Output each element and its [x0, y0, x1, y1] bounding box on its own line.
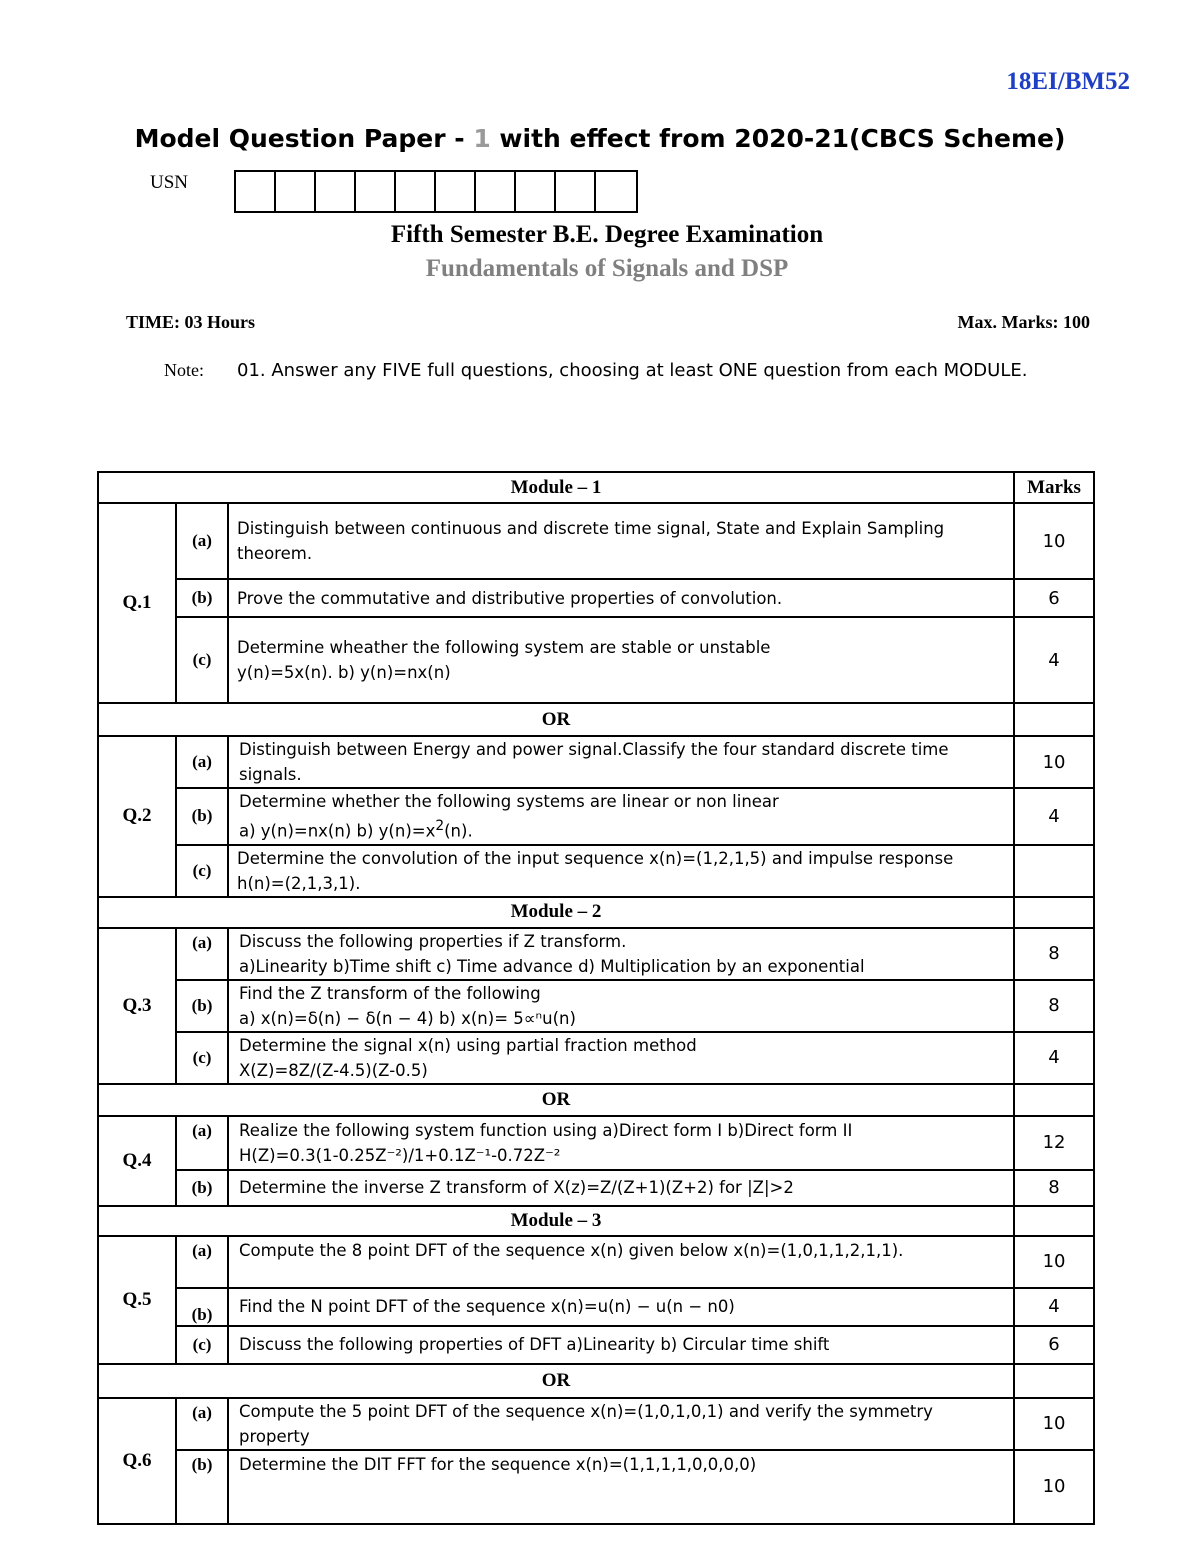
question-text-line: Determine the convolution of the input sequence x(n)=(1,2,1,5) and impulse response — [237, 848, 954, 868]
or-row — [98, 1364, 1094, 1398]
question-text — [228, 928, 1014, 980]
question-text-part: (n). — [444, 821, 473, 841]
marks-value: 4 — [1014, 788, 1094, 845]
marks-value: 10 — [1014, 1236, 1094, 1288]
module-2-heading: Module – 2 — [98, 897, 1014, 928]
question-text — [228, 845, 1014, 897]
table-row — [98, 1236, 1094, 1288]
question-text-line: Distinguish between continuous and discrete time signal, State and Explain Sampling — [237, 519, 945, 538]
subpart-label: (b) — [176, 1288, 228, 1326]
marks-value: 4 — [1014, 1288, 1094, 1326]
question-text — [228, 1398, 1014, 1450]
table-row — [98, 845, 1094, 897]
question-text-line: signals. — [239, 765, 302, 784]
marks-value: 10 — [1014, 1398, 1094, 1450]
max-marks: Max. Marks: 100 — [957, 312, 1090, 332]
subpart-label: (c) — [176, 845, 228, 897]
empty-cell — [1014, 897, 1094, 928]
title-part2: with effect from 2020-21(CBCS Scheme) — [490, 124, 1066, 153]
question-number: Q.2 — [98, 736, 176, 897]
question-text-line: Distinguish between Energy and power signal.Classify the four standard discrete time — [239, 740, 949, 759]
module-header-row — [98, 897, 1094, 928]
usn-box — [476, 172, 516, 211]
usn-box — [356, 172, 396, 211]
subpart-label: (b) — [176, 788, 228, 845]
question-text: Compute the 8 point DFT of the sequence x(n) given below x(n)=(1,0,1,1,2,1,1). — [228, 1236, 1014, 1288]
subject-name: Fundamentals of Signals and DSP — [425, 255, 789, 282]
question-number: Q.3 — [98, 928, 176, 1084]
marks-value: 4 — [1014, 617, 1094, 703]
note-label: Note: — [164, 360, 204, 380]
table-row — [98, 1170, 1094, 1206]
title-number: 1 — [473, 124, 491, 153]
subject-code: 18EI/BM52 — [1006, 68, 1130, 95]
table-row — [98, 788, 1094, 845]
usn-boxes — [234, 170, 638, 213]
question-text — [228, 617, 1014, 703]
question-number: Q.6 — [98, 1398, 176, 1524]
question-number: Q.4 — [98, 1116, 176, 1206]
question-text-line: property — [239, 1426, 310, 1446]
marks-value: 4 — [1014, 1032, 1094, 1084]
subpart-label: (b) — [176, 980, 228, 1032]
subpart-label: (a) — [176, 503, 228, 579]
table-row — [98, 1288, 1094, 1326]
question-text: Find the N point DFT of the sequence x(n)=u(n) − u(n − n0) — [228, 1288, 1014, 1326]
question-text — [228, 1032, 1014, 1084]
module-header-row — [98, 472, 1094, 503]
table-row — [98, 1032, 1094, 1084]
question-text-line: a)Linearity b)Time shift c) Time advance d) Multiplication by an exponential — [239, 956, 865, 976]
usn-box — [516, 172, 556, 211]
question-text-line: h(n)=(2,1,3,1). — [237, 873, 361, 893]
table-row — [98, 503, 1094, 579]
usn-box — [556, 172, 596, 211]
marks-value: 8 — [1014, 1170, 1094, 1206]
marks-value: 8 — [1014, 980, 1094, 1032]
empty-cell — [1014, 703, 1094, 736]
marks-value: 6 — [1014, 579, 1094, 617]
empty-cell — [1014, 1364, 1094, 1398]
module-header-row — [98, 1206, 1094, 1236]
question-text-line: theorem. — [237, 544, 313, 563]
question-text-line: Compute the 5 point DFT of the sequence x(n)=(1,0,1,0,1) and verify the symmetry — [239, 1401, 933, 1421]
marks-value: 6 — [1014, 1326, 1094, 1364]
subpart-label: (b) — [176, 1170, 228, 1206]
table-row — [98, 980, 1094, 1032]
question-text-line: y(n)=5x(n). b) y(n)=nx(n) — [237, 663, 451, 682]
question-text — [228, 788, 1014, 845]
subpart-label: (b) — [176, 1450, 228, 1524]
marks-heading: Marks — [1014, 472, 1094, 503]
subpart-label: (c) — [176, 1326, 228, 1364]
exam-time: TIME: 03 Hours — [126, 312, 256, 332]
table-row — [98, 1116, 1094, 1170]
marks-value: 8 — [1014, 928, 1094, 980]
subpart-label: (b) — [176, 579, 228, 617]
or-row — [98, 703, 1094, 736]
table-row — [98, 736, 1094, 788]
table-row — [98, 1326, 1094, 1364]
question-text-line: Determine the signal x(n) using partial fraction method — [239, 1035, 697, 1055]
marks-value: 12 — [1014, 1116, 1094, 1170]
subpart-label: (c) — [176, 1032, 228, 1084]
question-text: Determine the DIT FFT for the sequence x(n)=(1,1,1,1,0,0,0,0) — [228, 1450, 1014, 1524]
empty-cell — [1014, 1206, 1094, 1236]
subpart-label: (a) — [176, 1116, 228, 1170]
question-text-line: Discuss the following properties if Z transform. — [239, 931, 627, 951]
or-row — [98, 1084, 1094, 1116]
question-text-line: Find the Z transform of the following — [239, 983, 541, 1003]
usn-box — [236, 172, 276, 211]
module-1-heading: Module – 1 — [98, 472, 1014, 503]
question-number: Q.5 — [98, 1236, 176, 1364]
question-text-line: a) x(n)=δ(n) − δ(n − 4) b) x(n)= 5∝ⁿu(n) — [239, 1008, 576, 1028]
question-text — [228, 980, 1014, 1032]
question-text-line: Determine whether the following systems are linear or non linear — [239, 792, 779, 811]
marks-value: 10 — [1014, 736, 1094, 788]
question-number: Q.1 — [98, 503, 176, 703]
note-text: 01. Answer any FIVE full questions, choosing at least ONE question from each MODULE. — [237, 360, 1028, 381]
question-text-line: H(Z)=0.3(1-0.25Z⁻²)/1+0.1Z⁻¹-0.72Z⁻² — [239, 1145, 561, 1165]
question-text-line: X(Z)=8Z/(Z-4.5)(Z-0.5) — [239, 1060, 428, 1080]
subpart-label: (a) — [176, 1236, 228, 1288]
subpart-label: (a) — [176, 928, 228, 980]
marks-value: 10 — [1014, 1450, 1094, 1524]
question-text-line — [239, 814, 1009, 844]
or-divider: OR — [98, 1364, 1014, 1398]
usn-box — [596, 172, 636, 211]
title-part1: Model Question Paper - — [134, 124, 474, 153]
marks-value: 10 — [1014, 503, 1094, 579]
usn-box — [436, 172, 476, 211]
question-text — [228, 736, 1014, 788]
usn-box — [276, 172, 316, 211]
table-row — [98, 579, 1094, 617]
question-text-part: a) y(n)=nx(n) b) y(n)=x — [239, 821, 436, 841]
table-row — [98, 1450, 1094, 1524]
question-text: Determine the inverse Z transform of X(z)=Z/(Z+1)(Z+2) for |Z|>2 — [228, 1170, 1014, 1206]
subpart-label: (c) — [176, 617, 228, 703]
or-divider: OR — [98, 703, 1014, 736]
question-text-line: Determine wheather the following system are stable or unstable — [237, 638, 771, 657]
table-row — [98, 1398, 1094, 1450]
question-text: Prove the commutative and distributive properties of convolution. — [228, 579, 1014, 617]
question-text — [228, 503, 1014, 579]
module-3-heading: Module – 3 — [98, 1206, 1014, 1236]
usn-box — [396, 172, 436, 211]
table-row — [98, 928, 1094, 980]
question-text — [228, 1116, 1014, 1170]
marks-value — [1014, 845, 1094, 897]
empty-cell — [1014, 1084, 1094, 1116]
question-text: Discuss the following properties of DFT a)Linearity b) Circular time shift — [228, 1326, 1014, 1364]
question-table — [97, 471, 1095, 1525]
or-divider: OR — [98, 1084, 1014, 1116]
paper-title — [0, 124, 1200, 153]
superscript: 2 — [435, 818, 445, 834]
usn-box — [316, 172, 356, 211]
question-text-line: Realize the following system function using a)Direct form I b)Direct form II — [239, 1120, 853, 1140]
usn-label: USN — [150, 172, 189, 193]
table-row — [98, 617, 1094, 703]
subpart-label: (a) — [176, 1398, 228, 1450]
subpart-label: (a) — [176, 736, 228, 788]
exam-title: Fifth Semester B.E. Degree Examination — [390, 221, 824, 248]
